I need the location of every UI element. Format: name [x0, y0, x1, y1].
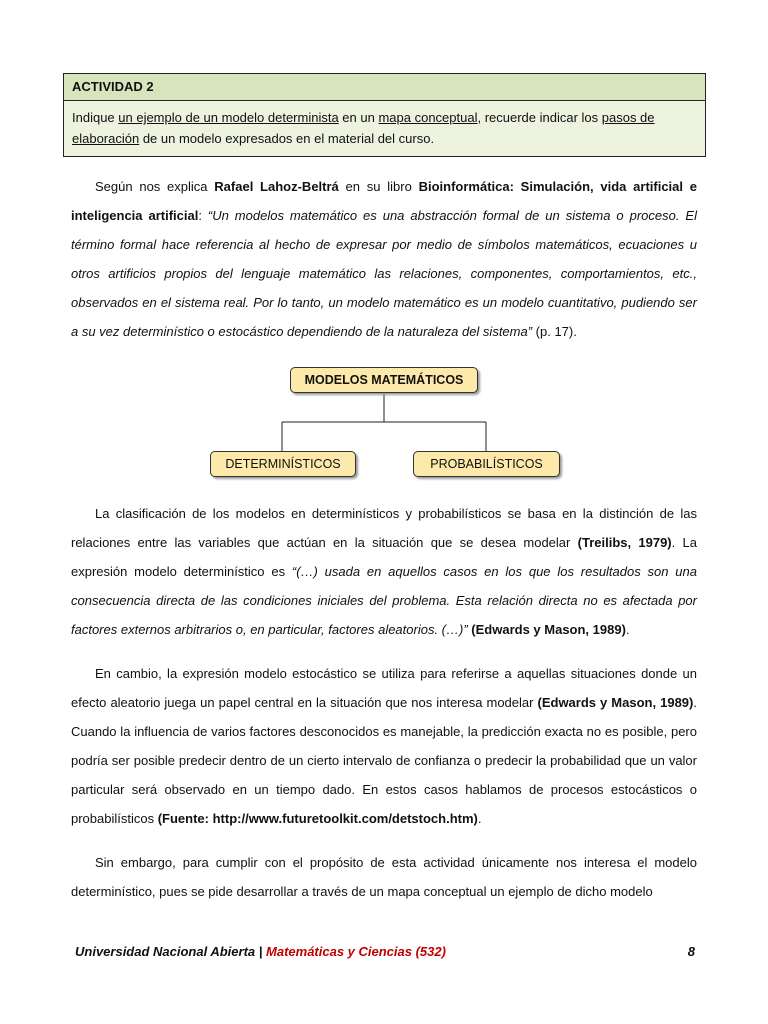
activity-title: ACTIVIDAD 2: [64, 74, 705, 101]
text: en su libro: [338, 179, 419, 194]
text: (p. 17).: [532, 324, 577, 339]
text: :: [198, 208, 208, 223]
text: . Cuando la influencia de varios factores desconocidos es manejable, la predicción exacta no es posible, pero podría ser posible predecir dentro de un cierto intervalo de confianza o predecir la probabilidad que un valor particular será observado en un tiempo dado. En estos casos hablamos de procesos estocásticos o probabilísticos: [71, 695, 697, 826]
page-number: 8: [687, 944, 695, 959]
text: .: [625, 622, 630, 637]
paragraph-stochastic: [71, 659, 697, 833]
activity-text-underlined: mapa conceptual: [378, 110, 478, 125]
book-title: Bioinformática: Simulación, vida artificial e inteligencia artificial: [71, 179, 697, 223]
footer-university: Universidad Nacional Abierta: [75, 944, 256, 959]
citation: (Edwards y Mason, 1989): [537, 695, 694, 710]
text: .: [477, 811, 482, 826]
page-footer: [75, 944, 695, 959]
paragraph-definition: [71, 172, 697, 346]
text: Según nos explica: [95, 179, 215, 194]
text: En cambio, la expresión modelo estocástico se utiliza para referirse a aquellas situaciones donde un efecto aleatorio juega un papel central en la situación que nos interesa modelar: [71, 666, 697, 710]
activity-text: en un: [338, 110, 379, 125]
quote: “(…) usada en aquellos casos en los que los resultados son una consecuencia directa de las condiciones iniciales del problema. Esta relación directa no es afectada por factores externos arbitrarios o, en particular, factores aleatorios. (…)”: [71, 564, 697, 637]
citation: (Treilibs, 1979): [577, 535, 672, 550]
diagram-root-node: MODELOS MATEMÁTICOS: [290, 367, 478, 393]
footer-separator: |: [255, 944, 267, 959]
activity-text: Indique: [72, 110, 119, 125]
activity-instructions: [64, 101, 705, 156]
activity-box: [63, 73, 706, 157]
diagram-node-deterministic: DETERMINÍSTICOS: [210, 451, 356, 477]
activity-text: , recuerde indicar los: [477, 110, 602, 125]
text: La clasificación de los modelos en determinísticos y probabilísticos se basa en la distinción de las relaciones entre las variables que actúan en la situación que se desea modelar: [71, 506, 697, 550]
text: Sin embargo, para cumplir con el propósito de esta actividad únicamente nos interesa el modelo determinístico, pues se pide desarrollar a través de un mapa conceptual un ejemplo de dicho modelo: [71, 855, 697, 899]
quote: “Un modelos matemático es una abstracción formal de un sistema o proceso. El término formal hace referencia al hecho de expresar por medio de símbolos matemáticos, ecuaciones u otros artificios propios del lenguaje matemático las relaciones, componentes, comportamientos, etc., observados en el sistema real. Por lo tanto, un modelo matemático es un modelo cuantitativo, pudiendo ser a su vez determinístico o estocástico dependiendo de la naturaleza del sistema”: [71, 208, 697, 339]
citation: (Edwards y Mason, 1989): [471, 622, 626, 637]
text: . La expresión modelo determinístico es: [71, 535, 697, 579]
footer-course: Matemáticas y Ciencias (532): [266, 944, 446, 959]
activity-text-underlined: un ejemplo de un modelo determinista: [118, 110, 339, 125]
paragraph-purpose: [71, 848, 697, 906]
paragraph-classification: [71, 499, 697, 644]
citation-source: (Fuente: http://www.futuretoolkit.com/detstoch.htm): [157, 811, 478, 826]
activity-text: de un modelo expresados en el material del curso.: [139, 131, 435, 146]
diagram-node-probabilistic: PROBABILÍSTICOS: [413, 451, 560, 477]
author-name: Rafael Lahoz-Beltrá: [214, 179, 339, 194]
activity-text-underlined: pasos de elaboración: [72, 110, 655, 146]
